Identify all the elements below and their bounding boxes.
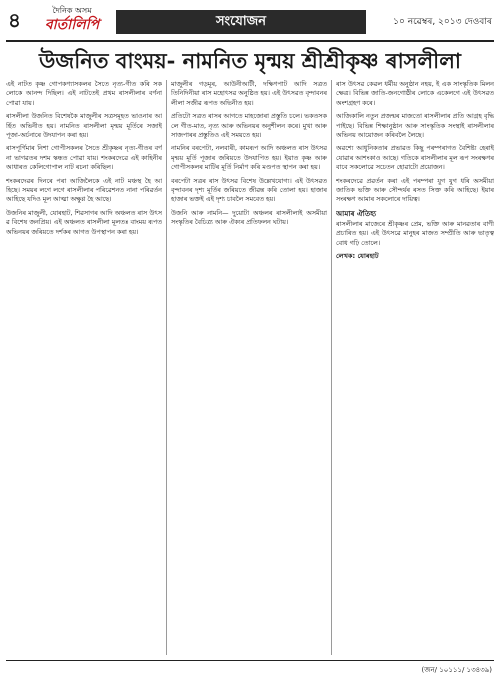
- header-rule: [6, 40, 494, 42]
- paragraph: ৰাসপূৰ্ণিমাৰ নিশা গোপীসকলৰ সৈতে শ্ৰীকৃষ্ণৰ নৃত্য-গীতৰ বৰ্ণনা ভাগৱতৰ দশম স্কন্ধত পোৱা যায়। শংকৰদেৱে এই কাহিনীৰ আধাৰত কেলিগোপাল নাট ৰচনা কৰিছিল।: [6, 144, 162, 172]
- logo-main-text: বাৰ্তালিপি: [44, 17, 100, 33]
- section-title: সংযোজন: [116, 10, 366, 34]
- paragraph: উজনি আৰু নামনি— দুয়োটা অঞ্চলৰ ৰাসলীলাই অসমীয়া সংস্কৃতিৰ বৈচিত্ৰ্য আৰু ঐক্যৰ প্ৰতিফলন ঘটায়।: [171, 208, 327, 227]
- paragraph: এই নাটত কৃষ্ণ গোপকণ্যাসকলৰ সৈতে নৃত্য-গীত কৰি সকলোকে আনন্দ দিছিল। এই নাটতেই প্ৰথম ৰাসলীলাৰ বৰ্ণনা পোৱা যায়।: [6, 80, 162, 107]
- paragraph: আজিকালি নতুন প্ৰজন্মৰ মাজতো ৰাসলীলাৰ প্ৰতি আগ্ৰহ বৃদ্ধি পাইছে। বিভিন্ন শিক্ষানুষ্ঠান আৰু সাংস্কৃতিক সংস্থাই ৰাসলীলাৰ অভিনয় আয়োজন কৰিবলৈ লৈছে।: [336, 112, 494, 140]
- paragraph: বৰপেটা সত্ৰৰ ৰাস উৎসৱ বিশেষ উল্লেখযোগ্য। এই উৎসৱত বৃন্দাবনৰ দৃশ্য মূৰ্তিৰ জৰিয়তে জীৱন্ত কৰি তোলা হয়। হাজাৰ হাজাৰ ভক্তই এই দৃশ্য চাবলৈ সমবেত হয়।: [171, 176, 327, 204]
- column-3: [336, 80, 494, 655]
- paragraph: নামনিৰ বৰপেটা, নলবাৰী, কামৰূপ আদি অঞ্চলত ৰাস উৎসৱ মৃন্ময় মূৰ্তি পূজাৰ জৰিয়তে উদযাপিত হয়। ইয়াত কৃষ্ণ আৰু গোপীসকলৰ মাটিৰ মূৰ্তি নিৰ্মাণ কৰি মণ্ডপত স্থাপন কৰা হয়।: [171, 144, 327, 172]
- paragraph: ৰাসলীলা উজনিত বিশেষকৈ মাজুলীৰ সত্ৰসমূহত ভাওনাৰ আৰ্হিত অভিনীত হয়। নামনিত ৰাসলীলা মৃন্ময় মূৰ্তিৰে সজাই পূজা-অৰ্চনাৰে উদযাপন কৰা হয়।: [6, 112, 162, 140]
- paragraph: ৰাস উৎসৱ কেৱল ধৰ্মীয় অনুষ্ঠান নহয়, ই এক সাংস্কৃতিক মিলনক্ষেত্ৰ। বিভিন্ন জাতি-জনগোষ্ঠীৰ লোকে একেলগে এই উৎসৱত অংশগ্ৰহণ কৰে।: [336, 80, 494, 107]
- paragraph: ৰাসলীলাৰ মাজেৰে শ্ৰীকৃষ্ণৰ প্ৰেম, ভক্তি আৰু মানৱতাৰ বাণী প্ৰচাৰিত হয়। এই উৎসৱে মানুহৰ মাজত সম্প্ৰীতি আৰু ভাতৃত্ববোধ গঢ়ি তোলে।: [336, 219, 494, 247]
- paragraph: উজনিৰ মাজুলী, যোৰহাট, শিৱসাগৰ আদি অঞ্চলত ৰাস উৎসৱ বিশেষ জনপ্ৰিয়। এই অঞ্চলত ৰাসলীলা মূলতঃ বাংময় ৰূপত অভিনয়ৰ জৰিয়তে দৰ্শকৰ আগত উপস্থাপন কৰা হয়।: [6, 208, 162, 236]
- footer-rule: [6, 660, 494, 661]
- article-body: [6, 80, 494, 655]
- paragraph: শংকৰদেৱৰ দিনৰে পৰা আজিলৈকে এই নাট মঞ্চস্থ হৈ আহিছে। সময়ৰ লগে লগে ৰাসলীলাৰ পৰিৱেশনত নানা পৰিৱৰ্তন আহিছে যদিও মূল আত্মা অক্ষুণ্ণ হৈ আছে।: [6, 176, 162, 204]
- column-2: [171, 80, 327, 655]
- article-headline: উজনিত বাংময়- নামনিত মৃন্ময় শ্ৰীশ্ৰীকৃষ্ণ ৰাসলীলা: [39, 48, 461, 73]
- paragraph: শংকৰদেৱে প্ৰৱৰ্তন কৰা এই পৰম্পৰা যুগ যুগ ধৰি অসমীয়া জাতিক ভক্তি আৰু সৌন্দৰ্যৰ ৰসত সিক্ত কৰি আহিছে। ইয়াৰ সংৰক্ষণ আমাৰ সকলোৰে দায়িত্ব।: [336, 176, 494, 204]
- page-number: ৪: [8, 8, 21, 32]
- subheading: আমাৰ ঐতিহ্য: [336, 208, 377, 218]
- column-divider: [331, 80, 332, 655]
- paragraph: মাজুলীৰ গড়মূৰ, আউনীআটী, দক্ষিণপাট আদি সত্ৰত তিনিদিনীয়া ৰাস মহোৎসৱ অনুষ্ঠিত হয়। এই উৎসৱত বৃন্দাবনৰ লীলা সজীৱ ৰূপত অভিনীত হয়।: [171, 80, 327, 107]
- author-signature: লেখক: যোৰহাট: [336, 252, 379, 261]
- logo-small-text: দৈনিক অসম: [52, 6, 92, 15]
- newspaper-logo: [42, 6, 102, 42]
- column-divider: [166, 80, 167, 655]
- paragraph: প্ৰতিটো সত্ৰত ৰাসৰ আগতে মাহজোৰা প্ৰস্তুতি চলে। ভকতসকলে গীত-মাত, নৃত্য আৰু অভিনয়ৰ অনুশীলন কৰে। মুখা আৰু সাজপাৰৰ প্ৰস্তুতিও এই সময়তে হয়।: [171, 112, 327, 140]
- column-1: [6, 80, 162, 655]
- issue-date: ১০ নৱেম্বৰ, ২০১৩ দেওবাৰ: [393, 17, 492, 27]
- advertisement-reference: (জন/ ১০১১১/ ১৩৪৩৯): [421, 666, 492, 674]
- paragraph: অৱশ্যে আধুনিকতাৰ প্ৰভাৱত কিছু পৰম্পৰাগত বৈশিষ্ট্য হেৰাই যোৱাৰ আশংকাও আছে। গতিকে ৰাসলীলাৰ মূল ৰূপ সংৰক্ষণৰ বাবে সকলোৱে সচেতন হোৱাটো প্ৰয়োজন।: [336, 144, 494, 172]
